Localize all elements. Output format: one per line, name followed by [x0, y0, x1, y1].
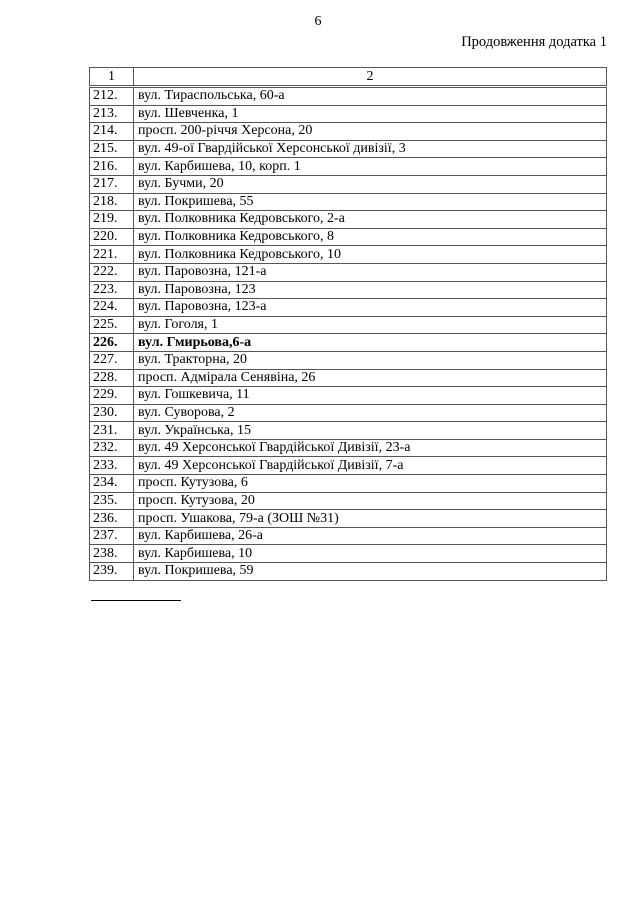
- table-row: [90, 316, 607, 334]
- table-row: [90, 281, 607, 299]
- row-number: 226.: [90, 334, 134, 352]
- row-number: 239.: [90, 563, 134, 581]
- row-number: 221.: [90, 246, 134, 264]
- row-number: 233.: [90, 457, 134, 475]
- row-address: вул. Покришева, 55: [134, 193, 607, 211]
- row-number: 234.: [90, 475, 134, 493]
- row-address: вул. 49 Херсонської Гвардійської Дивізії, 23-а: [134, 439, 607, 457]
- row-address: вул. Українська, 15: [134, 422, 607, 440]
- row-address: вул. Гоголя, 1: [134, 316, 607, 334]
- table-header: [90, 68, 607, 87]
- row-number: 237.: [90, 527, 134, 545]
- table-row: [90, 369, 607, 387]
- table-row: [90, 527, 607, 545]
- row-number: 223.: [90, 281, 134, 299]
- row-address: вул. 49 Херсонської Гвардійської Дивізії, 7-а: [134, 457, 607, 475]
- row-address: вул. Бучми, 20: [134, 175, 607, 193]
- table-row: [90, 175, 607, 193]
- row-address: вул. Паровозна, 123: [134, 281, 607, 299]
- table-row: [90, 510, 607, 528]
- table-row: [90, 299, 607, 317]
- row-address: вул. Гмирьова,6-а: [134, 334, 607, 352]
- table-row: [90, 457, 607, 475]
- row-address: вул. Тираспольська, 60-а: [134, 87, 607, 106]
- column-header-address: 2: [134, 68, 607, 87]
- row-address: вул. 49-ої Гвардійської Херсонської дивізії, 3: [134, 140, 607, 158]
- address-table: [89, 67, 607, 581]
- table-row: [90, 105, 607, 123]
- row-number: 227.: [90, 351, 134, 369]
- row-number: 214.: [90, 123, 134, 141]
- row-number: 218.: [90, 193, 134, 211]
- row-address: просп. Кутузова, 20: [134, 492, 607, 510]
- table-row: [90, 545, 607, 563]
- row-number: 235.: [90, 492, 134, 510]
- row-number: 222.: [90, 263, 134, 281]
- row-number: 225.: [90, 316, 134, 334]
- row-number: 213.: [90, 105, 134, 123]
- row-address: вул. Шевченка, 1: [134, 105, 607, 123]
- row-address: вул. Тракторна, 20: [134, 351, 607, 369]
- table-row: [90, 263, 607, 281]
- header-row: [90, 68, 607, 87]
- table-row: [90, 228, 607, 246]
- row-address: вул. Гошкевича, 11: [134, 387, 607, 405]
- page-number: 6: [314, 14, 322, 29]
- table-body: [90, 87, 607, 581]
- row-address: вул. Полковника Кедровського, 10: [134, 246, 607, 264]
- continuation-label: Продовження додатка 1: [461, 34, 607, 50]
- table-row: [90, 475, 607, 493]
- table-row: [90, 193, 607, 211]
- footnote-rule: [91, 600, 181, 601]
- row-address: просп. 200-річчя Херсона, 20: [134, 123, 607, 141]
- table-row: [90, 492, 607, 510]
- row-number: 220.: [90, 228, 134, 246]
- row-address: вул. Покришева, 59: [134, 563, 607, 581]
- table-row: [90, 422, 607, 440]
- table-row: [90, 334, 607, 352]
- row-number: 229.: [90, 387, 134, 405]
- table-row: [90, 246, 607, 264]
- row-address: просп. Ушакова, 79-а (ЗОШ №31): [134, 510, 607, 528]
- table-row: [90, 563, 607, 581]
- table-row: [90, 158, 607, 176]
- row-number: 230.: [90, 404, 134, 422]
- table-row: [90, 87, 607, 106]
- row-address: вул. Полковника Кедровського, 8: [134, 228, 607, 246]
- table-row: [90, 439, 607, 457]
- row-number: 224.: [90, 299, 134, 317]
- column-header-number: 1: [90, 68, 134, 87]
- row-number: 231.: [90, 422, 134, 440]
- row-address: просп. Адмірала Сенявіна, 26: [134, 369, 607, 387]
- row-number: 215.: [90, 140, 134, 158]
- row-address: вул. Карбишева, 10, корп. 1: [134, 158, 607, 176]
- row-number: 232.: [90, 439, 134, 457]
- table-row: [90, 351, 607, 369]
- table-row: [90, 123, 607, 141]
- row-number: 228.: [90, 369, 134, 387]
- row-address: вул. Паровозна, 121-а: [134, 263, 607, 281]
- row-address: вул. Суворова, 2: [134, 404, 607, 422]
- table-row: [90, 387, 607, 405]
- row-number: 236.: [90, 510, 134, 528]
- row-number: 238.: [90, 545, 134, 563]
- row-number: 219.: [90, 211, 134, 229]
- row-number: 212.: [90, 87, 134, 106]
- table-row: [90, 140, 607, 158]
- row-address: просп. Кутузова, 6: [134, 475, 607, 493]
- row-address: вул. Карбишева, 10: [134, 545, 607, 563]
- row-address: вул. Карбишева, 26-а: [134, 527, 607, 545]
- row-address: вул. Паровозна, 123-а: [134, 299, 607, 317]
- row-number: 216.: [90, 158, 134, 176]
- row-number: 217.: [90, 175, 134, 193]
- table-row: [90, 211, 607, 229]
- table-row: [90, 404, 607, 422]
- row-address: вул. Полковника Кедровського, 2-а: [134, 211, 607, 229]
